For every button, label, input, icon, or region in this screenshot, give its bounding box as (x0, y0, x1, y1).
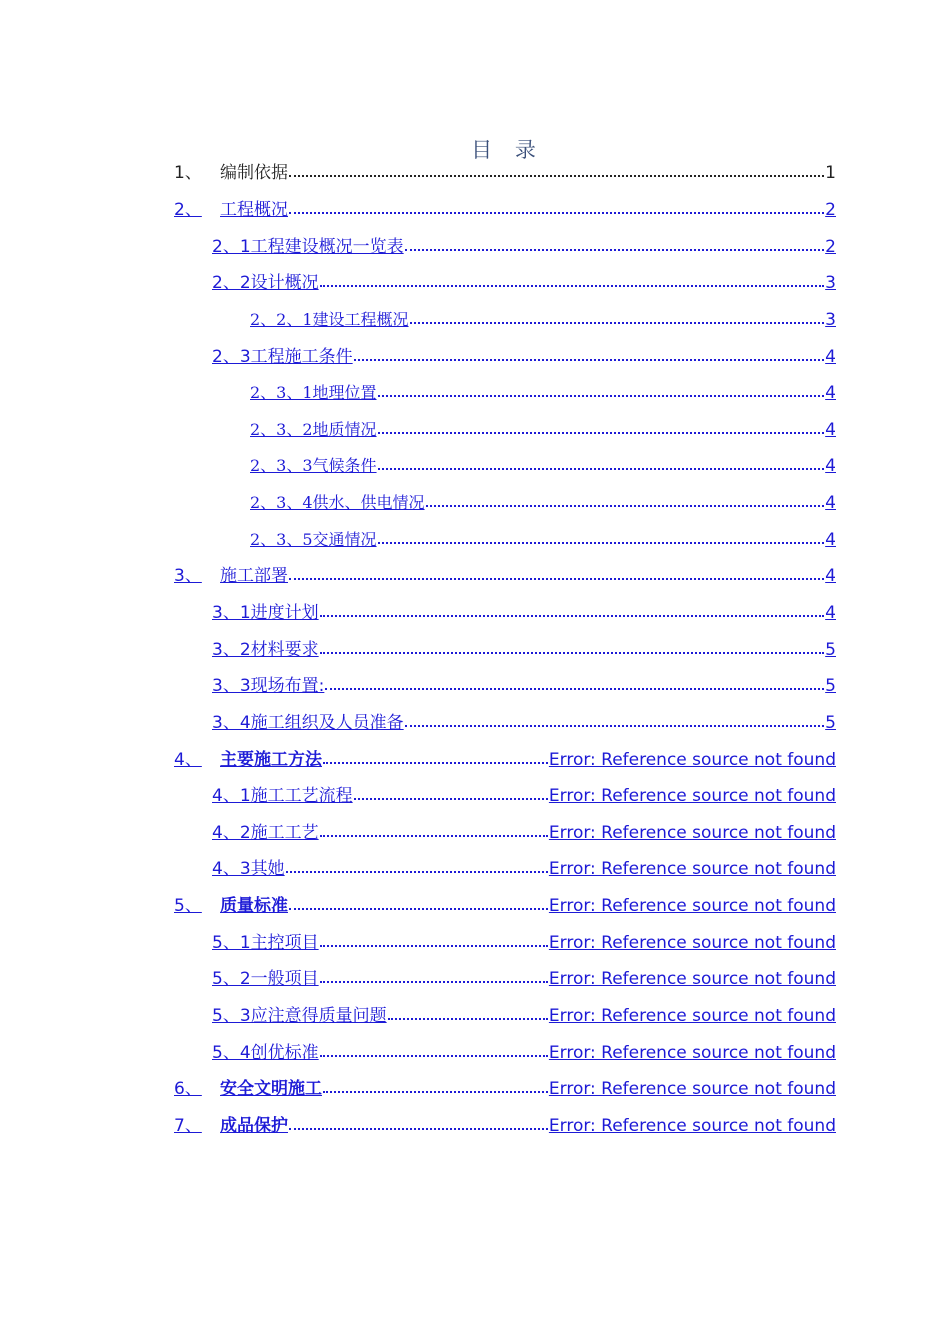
toc-page-number: Error: Reference source not found (548, 896, 836, 917)
toc-entry-label (174, 896, 288, 916)
toc-dot-leader (289, 908, 548, 910)
toc-entry-text: 3、4施工组织及人员准备 (212, 712, 404, 733)
toc-dot-leader (388, 1018, 548, 1020)
toc-entry-label (174, 1116, 288, 1136)
toc-entry-text: 5、3应注意得质量问题 (212, 1006, 387, 1027)
toc-dot-leader (320, 1055, 548, 1057)
toc-entry[interactable] (174, 228, 836, 265)
toc-entry[interactable] (174, 302, 836, 339)
toc-entry-label (212, 640, 319, 660)
toc-page-number: 4 (825, 529, 836, 550)
toc-entry-label (174, 1079, 322, 1099)
toc-entry-text: 3、2材料要求 (212, 639, 319, 660)
toc-dot-leader (410, 322, 825, 324)
toc-entry[interactable] (174, 595, 836, 632)
toc-dot-leader (320, 615, 825, 617)
toc-page-number: 3 (825, 273, 836, 294)
toc-entry[interactable] (174, 192, 836, 229)
toc-entry-text: 5、2一般项目 (212, 969, 319, 990)
toc-page-number: 1 (825, 163, 836, 184)
toc-page-number: 4 (825, 566, 836, 587)
toc-entry-number: 6、 (174, 1079, 202, 1100)
toc-page-number: 2 (825, 236, 836, 257)
toc-entry (174, 155, 836, 192)
toc-page-number: Error: Reference source not found (548, 1042, 836, 1063)
toc-page-number: Error: Reference source not found (548, 1115, 836, 1136)
toc-dot-leader (378, 432, 825, 434)
toc-entry-label (250, 456, 377, 476)
toc-page-number: Error: Reference source not found (548, 859, 836, 880)
toc-entry-label (174, 163, 288, 183)
toc-page-number: 4 (825, 419, 836, 440)
toc-dot-leader (320, 285, 825, 287)
toc-dot-leader (405, 249, 825, 251)
toc-entry-text: 4、3其她 (212, 859, 285, 880)
toc-entry-text: 4、2施工工艺 (212, 822, 319, 843)
toc-dot-leader (320, 835, 548, 837)
toc-page-number: Error: Reference source not found (548, 822, 836, 843)
toc-dot-leader (320, 981, 548, 983)
toc-page-number: 4 (825, 493, 836, 514)
toc-entry[interactable] (174, 448, 836, 485)
toc-entry-number: 4、 (174, 749, 202, 770)
toc-entry-number: 2、 (174, 199, 202, 220)
toc-dot-leader (405, 725, 825, 727)
toc-entry-label (212, 969, 319, 989)
toc-entry-label (174, 200, 288, 220)
toc-entry-label (212, 603, 319, 623)
toc-entry-text: 编制依据 (220, 163, 288, 184)
toc-page-number: Error: Reference source not found (548, 969, 836, 990)
toc-entry-label (212, 347, 353, 367)
toc-entry-text: 4、1施工工艺流程 (212, 786, 353, 807)
toc-entry-label (212, 933, 319, 953)
toc-entry[interactable] (174, 485, 836, 522)
toc-entry[interactable] (174, 521, 836, 558)
toc-entry-label (212, 1006, 387, 1026)
toc-dot-leader (289, 578, 824, 580)
toc-entry-text: 2、3、3气候条件 (250, 456, 377, 476)
toc-dot-leader (289, 212, 824, 214)
toc-dot-leader (286, 871, 548, 873)
toc-page-number: 3 (825, 309, 836, 330)
toc-entry-text: 施工部署 (220, 566, 288, 587)
toc-entry[interactable] (174, 1108, 836, 1145)
toc-entry[interactable] (174, 961, 836, 998)
toc-page-number: 4 (825, 383, 836, 404)
toc-entry[interactable] (174, 668, 836, 705)
toc-entry-text: 5、1主控项目 (212, 932, 319, 953)
toc-entry-label (250, 530, 377, 550)
toc-page-number: Error: Reference source not found (548, 1006, 836, 1027)
toc-entry-text: 3、3现场布置: (212, 676, 325, 697)
toc-dot-leader (289, 1128, 548, 1130)
toc-entry-text: 质量标准 (220, 896, 288, 917)
toc-entry-label (212, 237, 404, 257)
toc-page-number: 4 (825, 456, 836, 477)
toc-dot-leader (354, 359, 825, 361)
toc-entry[interactable] (174, 338, 836, 375)
toc-entry[interactable] (174, 778, 836, 815)
toc-entry-label (212, 676, 324, 696)
toc-entry-text: 2、3、5交通情况 (250, 529, 377, 549)
table-of-contents (174, 155, 836, 1144)
toc-entry[interactable] (174, 375, 836, 412)
toc-entry-text: 2、3工程施工条件 (212, 346, 353, 367)
toc-dot-leader (323, 762, 548, 764)
toc-entry-text: 3、1进度计划 (212, 603, 319, 623)
toc-page-number: 5 (825, 639, 836, 660)
toc-entry-number: 1、 (174, 163, 202, 184)
toc-entry[interactable] (174, 924, 836, 961)
toc-entry-text: 2、3、2地质情况 (250, 419, 377, 439)
toc-entry[interactable] (174, 851, 836, 888)
toc-dot-leader (378, 542, 825, 544)
toc-entry[interactable] (174, 631, 836, 668)
toc-entry[interactable] (174, 558, 836, 595)
toc-entry[interactable] (174, 1034, 836, 1071)
toc-entry-label (174, 566, 288, 586)
toc-entry-number: 5、 (174, 896, 202, 917)
toc-dot-leader (289, 175, 824, 177)
toc-entry-text: 2、2设计概况 (212, 273, 319, 294)
toc-entry[interactable] (174, 411, 836, 448)
toc-dot-leader (325, 688, 824, 690)
toc-entry-text: 主要施工方法 (220, 749, 322, 770)
toc-page-number: Error: Reference source not found (548, 786, 836, 807)
toc-entry-text: 2、1工程建设概况一览表 (212, 236, 404, 257)
toc-entry-number: 3、 (174, 566, 202, 587)
toc-page-number: 4 (825, 346, 836, 367)
toc-entry-label (250, 420, 377, 440)
toc-page-number: 5 (825, 712, 836, 733)
toc-entry[interactable] (174, 815, 836, 852)
toc-entry-text: 成品保护 (220, 1115, 288, 1136)
toc-entry-label (212, 1043, 319, 1063)
toc-dot-leader (320, 945, 548, 947)
toc-page-number: 5 (825, 676, 836, 697)
toc-entry[interactable] (174, 265, 836, 302)
toc-entry[interactable] (174, 998, 836, 1035)
toc-entry-text: 2、3、1地理位置 (250, 383, 377, 403)
toc-dot-leader (320, 652, 825, 654)
toc-entry[interactable] (174, 888, 836, 925)
toc-entry-text: 2、2、1建设工程概况 (250, 309, 409, 329)
toc-entry-text: 安全文明施工 (220, 1079, 322, 1100)
toc-dot-leader (378, 468, 825, 470)
toc-page-number: Error: Reference source not found (548, 1079, 836, 1100)
toc-page-number: 2 (825, 199, 836, 220)
toc-entry-label (212, 713, 404, 733)
toc-dot-leader (354, 798, 548, 800)
toc-entry[interactable] (174, 1071, 836, 1108)
toc-entry-label (174, 750, 322, 770)
toc-dot-leader (426, 505, 825, 507)
toc-entry-text: 工程概况 (220, 199, 288, 220)
toc-entry-label (250, 383, 377, 403)
toc-entry[interactable] (174, 705, 836, 742)
toc-entry-number: 7、 (174, 1115, 202, 1136)
toc-entry-label (212, 823, 319, 843)
toc-page-number: Error: Reference source not found (548, 749, 836, 770)
toc-page-number: Error: Reference source not found (548, 932, 836, 953)
toc-dot-leader (323, 1091, 548, 1093)
toc-entry-label (212, 786, 353, 806)
toc-entry[interactable] (174, 741, 836, 778)
toc-entry-label (250, 310, 409, 330)
toc-page-number: 4 (825, 603, 836, 623)
toc-entry-text: 5、4创优标准 (212, 1042, 319, 1063)
toc-entry-label (212, 859, 285, 879)
toc-entry-text: 2、3、4供水、供电情况 (250, 493, 425, 513)
toc-entry-label (212, 273, 319, 293)
toc-title: 目 录 (471, 138, 544, 162)
toc-entry-label (250, 493, 425, 513)
toc-dot-leader (378, 395, 825, 397)
